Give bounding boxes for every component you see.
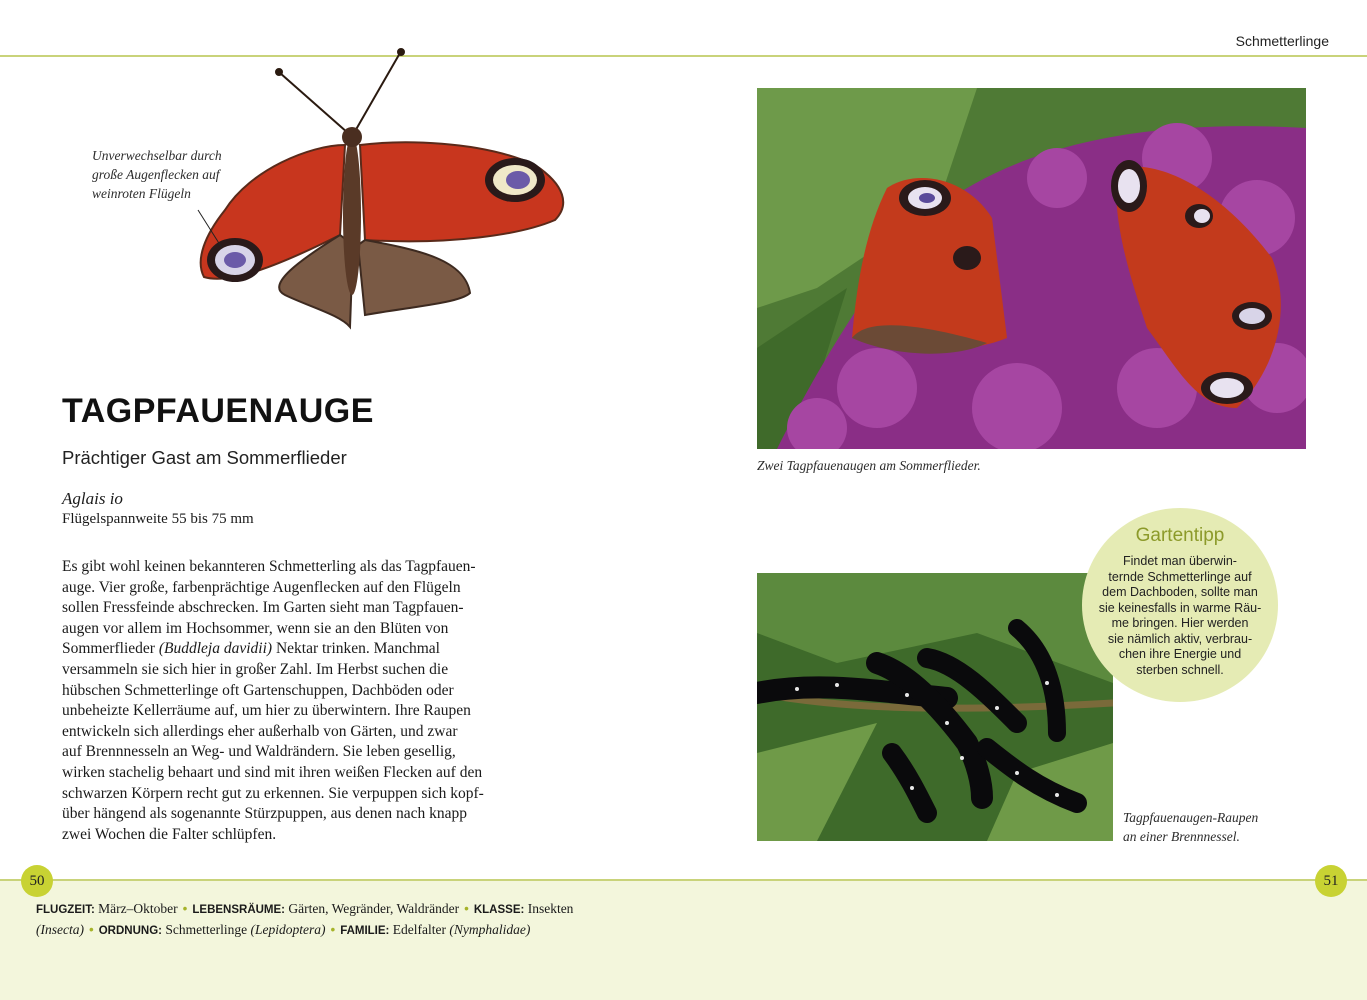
body-line: hübschen Schmetterlinge oft Gartenschuppen, Dachböden oder [62,681,454,699]
body-line: auge. Vier große, farbenprächtige Augenflecken auf den Flügeln [62,578,461,596]
body-line: augen vor allem im Hochsommer, wenn sie an den Blüten von [62,619,449,637]
caption-bottom-photo [1123,808,1293,846]
tip-line: Findet man überwin- [1123,554,1237,568]
fact-value-flugzeit: März–Oktober [98,901,178,916]
body-line: zwei Wochen die Falter schlüpfen. [62,825,277,843]
callout-line-1: Unverwechselbar durch [92,148,222,163]
fact-value-lebensraeume: Gärten, Wegränder, Waldränder [288,901,460,916]
fact-value-klasse: Insekten [527,901,574,916]
facts-line-2 [36,920,636,941]
page-number-left: 50 [21,865,53,897]
body-line: Es gibt wohl keinen bekannteren Schmetterling als das Tagpfauen- [62,558,476,575]
tip-line: sie nämlich aktiv, verbrau- [1107,631,1253,646]
caption-bottom-line: an einer Brennnessel. [1123,829,1240,844]
tip-line: sie keinesfalls in warme Räu- [1098,600,1262,615]
running-header: Schmetterlinge [1235,33,1329,49]
caption-bottom-line: Tagpfauenaugen-Raupen [1123,810,1259,825]
tip-line: sterben schnell. [1136,662,1224,677]
garden-tip-text [1090,554,1270,678]
photo-butterflies-on-buddleja [757,88,1306,449]
facts-line-1 [36,899,636,920]
fact-latin-klasse: (Insecta) [36,922,84,937]
body-span: Sommerflieder [62,640,155,658]
fact-label-familie: FAMILIE: [340,925,390,937]
tip-line: chen ihre Energie und [1118,647,1242,661]
tip-line: dem Dachboden, sollte man [1102,585,1258,599]
caption-top-photo: Zwei Tagpfauenaugen am Sommerflieder. [757,458,981,473]
body-span: Nektar trinken. Manchmal [275,640,440,658]
fact-value-familie: Edelfalter [392,922,446,937]
body-line: schwarzen Körpern recht gut zu erkennen. Sie verpuppen sich kopf- [62,784,484,802]
fact-latin-familie: (Nymphalidae) [449,922,531,937]
fact-label-klasse: KLASSE: [473,904,525,916]
bullet: • [182,901,188,916]
bullet: • [88,922,94,937]
illustration-callout [92,146,252,203]
species-title: TAGPFAUENAUGE [62,392,374,430]
species-facts [36,899,636,941]
callout-line-3: weinroten Flügeln [92,186,191,201]
body-line: sollen Fressfeinde abschrecken. Im Garten sieht man Tagpfauen- [62,599,464,617]
bullet: • [464,901,469,916]
fact-value-ordnung: Schmetterlinge [165,922,248,937]
body-line [62,639,524,660]
fact-label-lebensraeume: LEBENSRÄUME: [192,904,286,916]
fact-label-ordnung: ORDNUNG: [98,925,162,937]
photo-caterpillars-on-nettle [757,573,1113,841]
bullet: • [330,922,336,937]
body-span-italic: (Buddleja davidii) [158,640,273,658]
latin-name: Aglais io [62,489,123,508]
tip-line: me bringen. Hier werden [1111,616,1249,630]
body-line: wirken stachelig behaart und sind mit ihren weißen Flecken auf den [62,763,483,781]
body-line: entwickeln sich allerdings eher außerhalb von Gärten, und zwar [62,722,458,740]
callout-line-2: große Augenflecken auf [92,167,220,182]
species-subtitle: Prächtiger Gast am Sommerflieder [62,447,347,468]
body-line: auf Brennnesseln an Weg- und Waldrändern. Sie leben gesellig, [62,743,456,761]
page-number-right: 51 [1315,865,1347,897]
body-text [62,557,524,845]
fact-label-flugzeit: FLUGZEIT: [36,904,95,916]
body-line: unbeheizte Kellerräume auf, um hier zu überwintern. Ihre Raupen [62,702,471,720]
wingspan: Flügelspannweite 55 bis 75 mm [62,511,254,527]
footer-rule [0,879,1367,881]
fact-latin-ordnung: (Lepidoptera) [250,922,326,937]
body-line: über hängend als sogenannte Stürzpuppen, aus denen nach knapp [62,805,468,823]
body-line: versammeln sie sich hier in großer Zahl. Im Herbst suchen die [62,660,449,678]
garden-tip-title: Gartentipp [1135,525,1225,546]
tip-line: ternde Schmetterlinge auf [1108,569,1252,584]
